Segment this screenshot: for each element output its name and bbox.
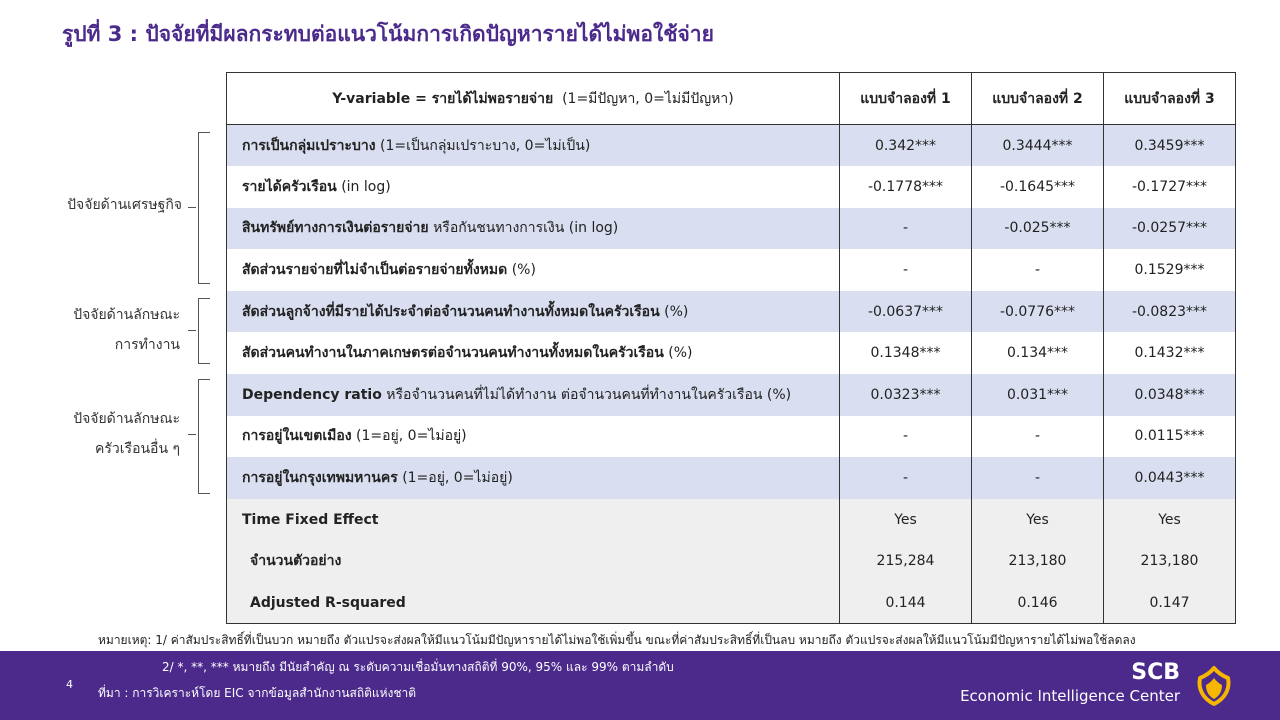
coef-model-3: 0.1432*** bbox=[1104, 332, 1236, 374]
stat-model-3: 213,180 bbox=[1104, 540, 1236, 582]
stat-model-3: 0.147 bbox=[1104, 582, 1236, 624]
stat-row bbox=[227, 540, 1236, 582]
table-row bbox=[227, 416, 1236, 458]
bracket-economic bbox=[198, 132, 210, 284]
variable-name: การเป็นกลุ่มเปราะบาง bbox=[242, 137, 376, 154]
table-header-row bbox=[227, 73, 1236, 125]
bracket-employment bbox=[198, 298, 210, 364]
table-row bbox=[227, 249, 1236, 291]
table-row bbox=[227, 208, 1236, 250]
table-row bbox=[227, 125, 1236, 167]
variable-note: หรือกันชนทางการเงิน (in log) bbox=[433, 220, 619, 237]
table-row bbox=[227, 291, 1236, 333]
footnote-1: หมายเหตุ: 1/ ค่าสัมประสิทธิ์ที่เป็นบวก หมายถึง ตัวแปรจะส่งผลให้มีแนวโน้มมีปัญหารายได้ไม่พอใช้เพิ่มขึ้น ขณะที่ค่าสัมประสิทธิ์ที่เป็นลบ หมายถึง ตัวแปรจะส่งผลให้มีแนวโน้มมีปัญหารายได้ไม่พอใช้ลดลง bbox=[98, 633, 1136, 647]
regression-table bbox=[226, 72, 1236, 624]
coef-model-3: 0.0348*** bbox=[1104, 374, 1236, 416]
footnote-2: 2/ *, **, *** หมายถึง มีนัยสำคัญ ณ ระดับความเชื่อมั่นทางสถิติที่ 90%, 95% และ 99% ตามลำดับ bbox=[162, 660, 674, 674]
variable-name: สัดส่วนรายจ่ายที่ไม่จำเป็นต่อรายจ่ายทั้งหมด bbox=[242, 262, 508, 279]
coef-model-2: - bbox=[972, 416, 1104, 458]
coef-model-2: -0.025*** bbox=[972, 208, 1104, 250]
coef-model-1: 0.342*** bbox=[840, 125, 972, 167]
stat-label: Adjusted R-squared bbox=[250, 594, 406, 611]
variable-note: (%) bbox=[668, 345, 693, 362]
coef-model-2: 0.134*** bbox=[972, 332, 1104, 374]
coef-model-1: - bbox=[840, 208, 972, 250]
coef-model-3: 0.1529*** bbox=[1104, 249, 1236, 291]
bracket-household bbox=[198, 379, 210, 494]
coef-model-1: -0.1778*** bbox=[840, 166, 972, 208]
coef-model-1: - bbox=[840, 249, 972, 291]
stat-model-2: 213,180 bbox=[972, 540, 1104, 582]
variable-note: หรือจำนวนคนที่ไม่ได้ทำงาน ต่อจำนวนคนที่ทำงานในครัวเรือน (%) bbox=[386, 386, 792, 403]
variable-note: (in log) bbox=[341, 178, 391, 195]
coef-model-1: - bbox=[840, 416, 972, 458]
model-1-header: แบบจำลองที่ 1 bbox=[840, 73, 972, 125]
scb-logo-icon bbox=[1192, 664, 1236, 708]
coef-model-3: 0.0115*** bbox=[1104, 416, 1236, 458]
source-note: ที่มา : การวิเคราะห์โดย EIC จากข้อมูลสำนักงานสถิติแห่งชาติ bbox=[98, 686, 417, 700]
coef-model-1: 0.0323*** bbox=[840, 374, 972, 416]
group-label-household: ปัจจัยด้านลักษณะ ครัวเรือนอื่น ๆ bbox=[73, 411, 180, 457]
stat-model-2: Yes bbox=[972, 499, 1104, 541]
bracket-tick bbox=[188, 330, 196, 331]
group-label-economic: ปัจจัยด้านเศรษฐกิจ bbox=[67, 197, 182, 213]
table-row bbox=[227, 374, 1236, 416]
variable-name: สัดส่วนคนทำงานในภาคเกษตรต่อจำนวนคนทำงานทั้งหมดในครัวเรือน bbox=[242, 345, 664, 362]
variable-note: (1=อยู่, 0=ไม่อยู่) bbox=[402, 470, 513, 487]
variable-name: การอยู่ในเขตเมือง bbox=[242, 428, 352, 445]
page-number: 4 bbox=[66, 678, 73, 691]
model-3-header: แบบจำลองที่ 3 bbox=[1104, 73, 1236, 125]
coef-model-2: -0.0776*** bbox=[972, 291, 1104, 333]
table-row bbox=[227, 166, 1236, 208]
coef-model-1: -0.0637*** bbox=[840, 291, 972, 333]
variable-name: การอยู่ในกรุงเทพมหานคร bbox=[242, 470, 398, 487]
coef-model-2: 0.031*** bbox=[972, 374, 1104, 416]
variable-note: (%) bbox=[511, 262, 536, 279]
coef-model-2: 0.3444*** bbox=[972, 125, 1104, 167]
y-variable-header bbox=[227, 73, 840, 125]
stat-model-1: 215,284 bbox=[840, 540, 972, 582]
stat-row bbox=[227, 499, 1236, 541]
y-variable-label: Y-variable = รายได้ไม่พอรายจ่าย bbox=[332, 90, 554, 107]
coef-model-3: -0.0257*** bbox=[1104, 208, 1236, 250]
coef-model-3: -0.0823*** bbox=[1104, 291, 1236, 333]
variable-name: สัดส่วนลูกจ้างที่มีรายได้ประจำต่อจำนวนคนทำงานทั้งหมดในครัวเรือน bbox=[242, 303, 660, 320]
stat-label: Time Fixed Effect bbox=[227, 499, 840, 541]
variable-note: (1=เป็นกลุ่มเปราะบาง, 0=ไม่เป็น) bbox=[380, 137, 591, 154]
variable-name: Dependency ratio bbox=[242, 386, 382, 403]
bracket-tick bbox=[188, 434, 196, 435]
coef-model-3: -0.1727*** bbox=[1104, 166, 1236, 208]
stat-model-1: 0.144 bbox=[840, 582, 972, 624]
variable-name: รายได้ครัวเรือน bbox=[242, 178, 337, 195]
coef-model-2: - bbox=[972, 457, 1104, 499]
stat-model-1: Yes bbox=[840, 499, 972, 541]
coef-model-3: 0.3459*** bbox=[1104, 125, 1236, 167]
variable-note: (%) bbox=[664, 303, 689, 320]
coef-model-2: -0.1645*** bbox=[972, 166, 1104, 208]
stat-row bbox=[227, 582, 1236, 624]
stat-model-3: Yes bbox=[1104, 499, 1236, 541]
y-variable-note: (1=มีปัญหา, 0=ไม่มีปัญหา) bbox=[562, 90, 734, 107]
coef-model-1: - bbox=[840, 457, 972, 499]
coef-model-2: - bbox=[972, 249, 1104, 291]
table-row bbox=[227, 457, 1236, 499]
brand-block bbox=[960, 660, 1180, 706]
coef-model-3: 0.0443*** bbox=[1104, 457, 1236, 499]
model-2-header: แบบจำลองที่ 2 bbox=[972, 73, 1104, 125]
bracket-tick bbox=[188, 207, 196, 208]
group-label-employment: ปัจจัยด้านลักษณะ การทำงาน bbox=[73, 307, 180, 353]
variable-name: สินทรัพย์ทางการเงินต่อรายจ่าย bbox=[242, 220, 429, 237]
stat-model-2: 0.146 bbox=[972, 582, 1104, 624]
table-row bbox=[227, 332, 1236, 374]
page-title: รูปที่ 3 : ปัจจัยที่มีผลกระทบต่อแนวโน้มการเกิดปัญหารายได้ไม่พอใช้จ่าย bbox=[62, 22, 714, 46]
brand-name: SCB bbox=[1131, 660, 1180, 685]
brand-subtitle: Economic Intelligence Center bbox=[960, 687, 1180, 705]
stat-label: จำนวนตัวอย่าง bbox=[250, 553, 342, 570]
coef-model-1: 0.1348*** bbox=[840, 332, 972, 374]
variable-note: (1=อยู่, 0=ไม่อยู่) bbox=[356, 428, 467, 445]
